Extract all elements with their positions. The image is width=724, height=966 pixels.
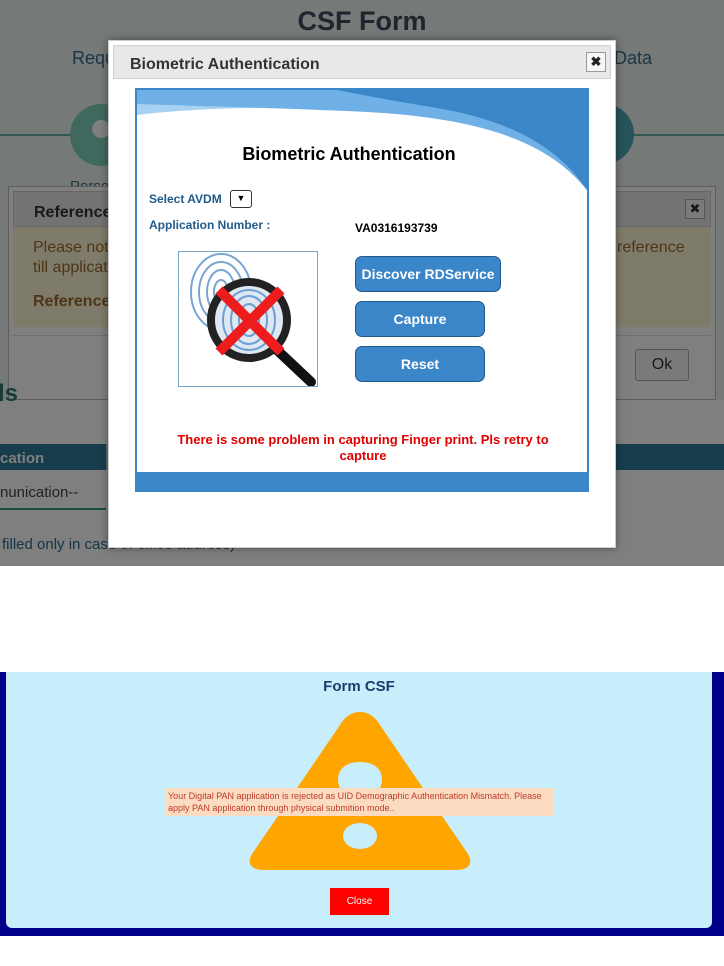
chevron-down-icon: ▼: [236, 193, 246, 203]
biometric-modal-title: Biometric Authentication: [130, 56, 320, 73]
panel-footer: [137, 472, 587, 492]
fingerprint-failed-icon: [178, 251, 318, 387]
biometric-panel: [135, 88, 589, 492]
biometric-modal: [108, 40, 616, 548]
app-number-label: Application Number :: [149, 218, 271, 232]
capture-button[interactable]: Capture: [355, 301, 485, 337]
avdm-select[interactable]: [230, 190, 252, 208]
discover-rdservice-button[interactable]: Discover RDService: [355, 256, 501, 292]
close-icon[interactable]: ✖: [586, 52, 606, 72]
form-csf-panel: [6, 672, 712, 928]
biometric-heading: Biometric Authentication: [242, 144, 456, 164]
rejection-message: Your Digital PAN application is rejected as UID Demographic Authentication Mismatch. Please apply PAN application through physical submition mode..: [166, 788, 554, 816]
close-button[interactable]: Close: [330, 888, 389, 915]
form-csf-title: Form CSF: [323, 678, 395, 695]
biometric-modal-titlebar: [113, 45, 611, 79]
avdm-label: Select AVDM: [149, 192, 222, 206]
reset-button[interactable]: Reset: [355, 346, 485, 382]
error-message: There is some problem in capturing Finger print. Pls retry to capture: [177, 432, 549, 463]
app-number-value: VA0316193739: [355, 221, 438, 235]
form-csf-screen: [0, 672, 724, 936]
